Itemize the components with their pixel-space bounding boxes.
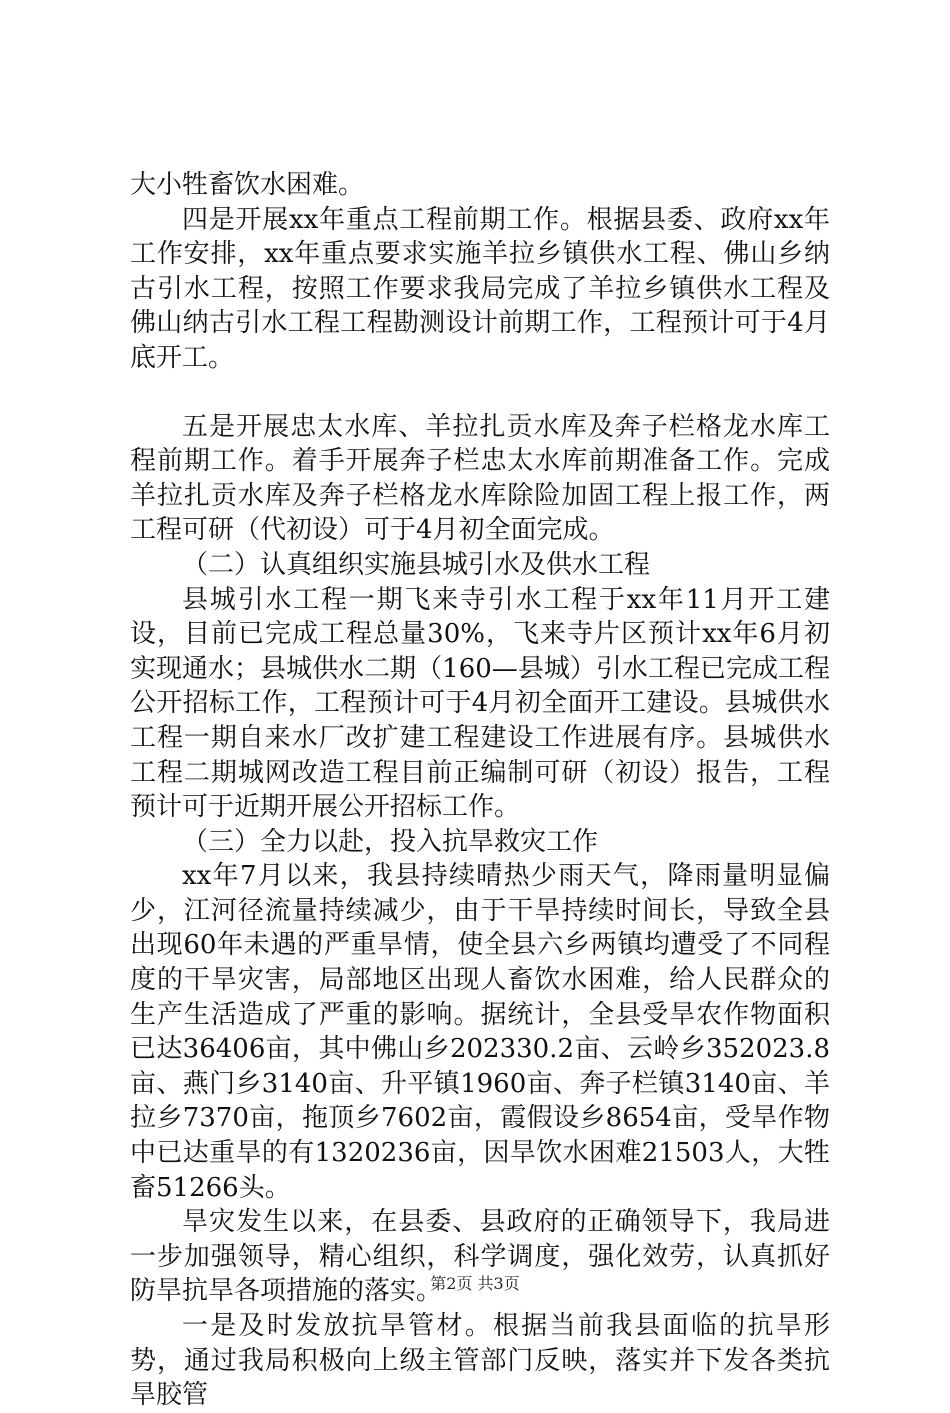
paragraph-pipe-distribution: 一是及时发放抗旱管材。根据当前我县面临的抗旱形势，通过我局积极向上级主管部门反映，落实并下发各类抗旱胶管 bbox=[130, 1311, 830, 1411]
document-body bbox=[130, 168, 830, 1413]
section-heading-drought-relief: （三）全力以赴，投入抗旱救灾工作 bbox=[182, 826, 599, 857]
paragraph-county-water-supply: 县城引水工程一期飞来寺引水工程于xx年11月开工建设，目前已完成工程总量30%，飞来寺片区预计xx年6月初实现通水；县城供水二期（160—县城）引水工程已完成工程公开招标工作，工程预计可于4月初全面开工建设。县城供水工程一期自来水厂改扩建工程建设工作进展有序。县城供水工程二期城网改造工程目前正编制可研（初设）报告，工程预计可于近期开展公开招标工作。 bbox=[130, 584, 830, 823]
paragraph-key-projects: 四是开展xx年重点工程前期工作。根据县委、政府xx年工作安排，xx年重点要求实施羊拉乡镇供水工程、佛山乡纳古引水工程，按照工作要求我局完成了羊拉乡镇供水工程及佛山纳古引水工程工程勘测设计前期工作，工程预计可于4月底开工。 bbox=[130, 204, 830, 373]
paragraph-livestock-water: 大小牲畜饮水困难。 bbox=[130, 170, 365, 200]
section-heading-water-supply: （二）认真组织实施县城引水及供水工程 bbox=[182, 549, 651, 580]
paragraph-drought-leadership: 旱灾发生以来，在县委、县政府的正确领导下，我局进一步加强领导，精心组织，科学调度，强化效劳，认真抓好防旱抗旱各项措施的落实。 bbox=[130, 1207, 830, 1307]
page-footer: 第2页 共3页 bbox=[430, 1274, 520, 1293]
paragraph-reservoir-projects: 五是开展忠太水库、羊拉扎贡水库及奔子栏格龙水库工程前期工作。着手开展奔子栏忠太水库前期准备工作。完成羊拉扎贡水库及奔子栏格龙水库除险加固工程上报工作，两工程可研（代初设）可于4月初全面完成。 bbox=[130, 411, 830, 546]
paragraph-drought-statistics: xx年7月以来，我县持续晴热少雨天气，降雨量明显偏少，江河径流量持续减少，由于干旱持续时间长，导致全县出现60年未遇的严重旱情，使全县六乡两镇均遭受了不同程度的干旱灾害，局部地区出现人畜饮水困难，给人民群众的生产生活造成了严重的影响。据统计，全县受旱农作物面积已达36406亩，其中佛山乡202330.2亩、云岭乡352023.8亩、燕门乡3140亩、升平镇1960亩、奔子栏镇3140亩、羊拉乡7370亩，拖顶乡7602亩，霞假设乡8654亩，受旱作物中已达重旱的有1320236亩，因旱饮水困难21503人，大牲畜51266头。 bbox=[130, 861, 830, 1203]
